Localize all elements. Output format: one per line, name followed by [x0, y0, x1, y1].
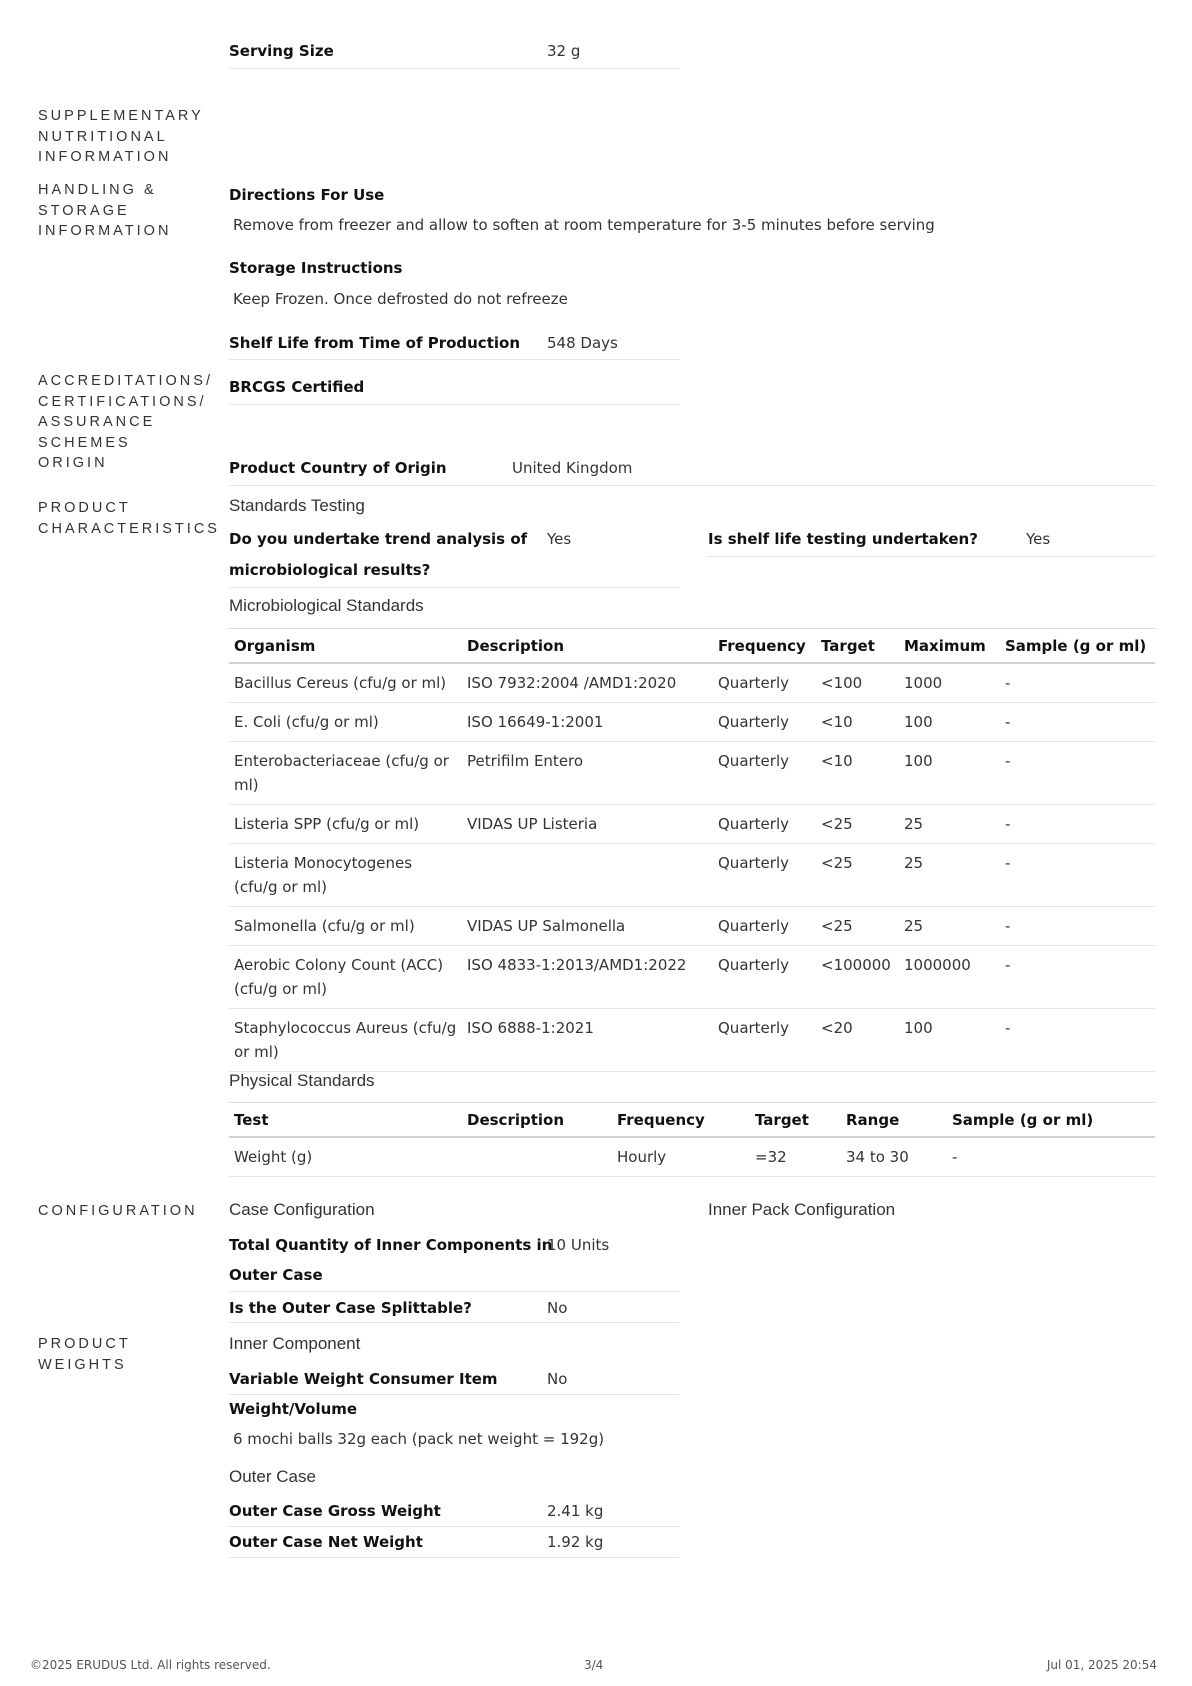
- table-cell: Quarterly: [713, 805, 816, 844]
- shelf-life-value: 548 Days: [547, 334, 618, 352]
- table-cell: E. Coli (cfu/g or ml): [229, 703, 462, 742]
- column-header: Organism: [229, 629, 462, 664]
- divider: [229, 1322, 679, 1323]
- table-cell: 25: [899, 907, 1000, 946]
- serving-size-value: 32 g: [547, 42, 581, 60]
- section-configuration: CONFIGURATION: [38, 1203, 198, 1219]
- table-cell: -: [1000, 742, 1155, 805]
- table-row: [229, 742, 1155, 805]
- table-row: [229, 907, 1155, 946]
- table-cell: ISO 6888-1:2021: [462, 1009, 713, 1072]
- directions-label: Directions For Use: [229, 186, 385, 204]
- table-row: [229, 703, 1155, 742]
- trend-analysis-value: Yes: [547, 530, 572, 548]
- divider: [229, 485, 1155, 486]
- table-cell: ISO 7932:2004 /AMD1:2020: [462, 663, 713, 703]
- table-cell: Quarterly: [713, 663, 816, 703]
- section-handling: HANDLING & STORAGE INFORMATION: [38, 182, 172, 239]
- brcgs-certified: BRCGS Certified: [229, 378, 365, 396]
- divider: [229, 1557, 679, 1558]
- outer-case-net-weight-label: Outer Case Net Weight: [229, 1533, 423, 1551]
- storage-label: Storage Instructions: [229, 259, 403, 277]
- shelf-testing-value: Yes: [1026, 530, 1051, 548]
- table-row: [229, 805, 1155, 844]
- directions-text: Remove from freezer and allow to soften at room temperature for 3-5 minutes before serving: [233, 216, 935, 234]
- table-row: [229, 946, 1155, 1009]
- storage-text: Keep Frozen. Once defrosted do not refreeze: [233, 290, 568, 308]
- table-cell: 100: [899, 703, 1000, 742]
- table-row: [229, 663, 1155, 703]
- table-cell: -: [1000, 663, 1155, 703]
- table-cell: <100: [816, 663, 899, 703]
- microbiological-standards-table: [229, 628, 1155, 1072]
- table-cell: Hourly: [612, 1137, 750, 1177]
- table-cell: Enterobacteriaceae (cfu/g or ml): [229, 742, 462, 805]
- column-header: Target: [816, 629, 899, 664]
- footer-page-number: 3/4: [584, 1658, 604, 1672]
- table-header-row: [229, 1103, 1155, 1138]
- section-product-characteristics: PRODUCT CHARACTERISTICS: [38, 500, 220, 537]
- column-header: Sample (g or ml): [947, 1103, 1155, 1138]
- table-cell: 1000000: [899, 946, 1000, 1009]
- table-cell: 100: [899, 742, 1000, 805]
- divider: [229, 1394, 679, 1395]
- outer-case-title: Outer Case: [229, 1467, 316, 1486]
- table-cell: ISO 16649-1:2001: [462, 703, 713, 742]
- column-header: Maximum: [899, 629, 1000, 664]
- divider: [229, 587, 679, 588]
- table-cell: 34 to 30: [841, 1137, 947, 1177]
- inner-pack-configuration-title: Inner Pack Configuration: [708, 1200, 896, 1219]
- shelf-life-label: Shelf Life from Time of Production: [229, 334, 520, 352]
- outer-case-net-weight-value: 1.92 kg: [547, 1533, 604, 1551]
- inner-component-title: Inner Component: [229, 1334, 361, 1353]
- table-cell: <10: [816, 742, 899, 805]
- table-cell: Quarterly: [713, 907, 816, 946]
- table-cell: VIDAS UP Listeria: [462, 805, 713, 844]
- weight-volume-text: 6 mochi balls 32g each (pack net weight = 192g): [233, 1430, 605, 1448]
- table-cell: <25: [816, 907, 899, 946]
- table-cell: <100000: [816, 946, 899, 1009]
- table-cell: -: [1000, 1009, 1155, 1072]
- table-cell: <25: [816, 844, 899, 907]
- standards-testing-title: Standards Testing: [229, 496, 365, 515]
- table-cell: -: [947, 1137, 1155, 1177]
- weight-volume-label: Weight/Volume: [229, 1400, 358, 1418]
- table-cell: <20: [816, 1009, 899, 1072]
- outer-case-gross-weight-label: Outer Case Gross Weight: [229, 1502, 441, 1520]
- table-cell: 1000: [899, 663, 1000, 703]
- table-cell: -: [1000, 703, 1155, 742]
- table-cell: Quarterly: [713, 844, 816, 907]
- column-header: Description: [462, 1103, 612, 1138]
- divider: [229, 1526, 679, 1527]
- country-of-origin-value: United Kingdom: [512, 459, 633, 477]
- table-cell: [462, 1137, 612, 1177]
- table-cell: Aerobic Colony Count (ACC) (cfu/g or ml): [229, 946, 462, 1009]
- table-cell: -: [1000, 805, 1155, 844]
- physical-standards-title: Physical Standards: [229, 1071, 375, 1090]
- table-cell: ISO 4833-1:2013/AMD1:2022: [462, 946, 713, 1009]
- table-cell: <25: [816, 805, 899, 844]
- shelf-testing-label: Is shelf life testing undertaken?: [708, 530, 978, 548]
- country-of-origin-label: Product Country of Origin: [229, 459, 447, 477]
- outer-case-splittable-value: No: [547, 1299, 568, 1317]
- table-header-row: [229, 629, 1155, 664]
- physical-standards-table: [229, 1102, 1155, 1177]
- column-header: Sample (g or ml): [1000, 629, 1155, 664]
- column-header: Test: [229, 1103, 462, 1138]
- table-row: [229, 1137, 1155, 1177]
- table-cell: Quarterly: [713, 1009, 816, 1072]
- table-cell: Staphylococcus Aureus (cfu/g or ml): [229, 1009, 462, 1072]
- footer-date: Jul 01, 2025 20:54: [1046, 1658, 1157, 1672]
- table-cell: Weight (g): [229, 1137, 462, 1177]
- divider: [229, 404, 679, 405]
- column-header: Description: [462, 629, 713, 664]
- table-row: [229, 844, 1155, 907]
- variable-weight-label: Variable Weight Consumer Item: [229, 1370, 498, 1388]
- divider: [708, 556, 1155, 557]
- table-cell: Salmonella (cfu/g or ml): [229, 907, 462, 946]
- total-quantity-label-1: Total Quantity of Inner Components in: [229, 1236, 553, 1254]
- trend-analysis-label-1: Do you undertake trend analysis of: [229, 530, 528, 548]
- case-configuration-title: Case Configuration: [229, 1200, 375, 1219]
- total-quantity-label-2: Outer Case: [229, 1266, 323, 1284]
- table-cell: -: [1000, 946, 1155, 1009]
- table-cell: =32: [750, 1137, 841, 1177]
- table-cell: <10: [816, 703, 899, 742]
- table-cell: Quarterly: [713, 742, 816, 805]
- table-cell: -: [1000, 844, 1155, 907]
- outer-case-gross-weight-value: 2.41 kg: [547, 1502, 604, 1520]
- column-header: Frequency: [713, 629, 816, 664]
- section-accreditations: ACCREDITATIONS/ CERTIFICATIONS/ ASSURANCE SCHEMES: [38, 373, 213, 451]
- table-cell: 100: [899, 1009, 1000, 1072]
- table-cell: Quarterly: [713, 703, 816, 742]
- serving-size-label: Serving Size: [229, 42, 334, 60]
- table-row: [229, 1009, 1155, 1072]
- divider: [229, 68, 679, 69]
- table-cell: Listeria Monocytogenes (cfu/g or ml): [229, 844, 462, 907]
- column-header: Target: [750, 1103, 841, 1138]
- table-cell: [462, 844, 713, 907]
- trend-analysis-label-2: microbiological results?: [229, 561, 431, 579]
- microbiological-standards-title: Microbiological Standards: [229, 596, 424, 615]
- table-cell: 25: [899, 805, 1000, 844]
- section-supplementary: SUPPLEMENTARY NUTRITIONAL INFORMATION: [38, 108, 204, 165]
- variable-weight-value: No: [547, 1370, 568, 1388]
- section-product-weights: PRODUCT WEIGHTS: [38, 1336, 131, 1373]
- table-cell: Quarterly: [713, 946, 816, 1009]
- divider: [229, 1291, 679, 1292]
- table-cell: Listeria SPP (cfu/g or ml): [229, 805, 462, 844]
- outer-case-splittable-label: Is the Outer Case Splittable?: [229, 1299, 472, 1317]
- table-cell: -: [1000, 907, 1155, 946]
- footer-copyright: ©2025 ERUDUS Ltd. All rights reserved.: [30, 1658, 271, 1672]
- table-cell: Petrifilm Entero: [462, 742, 713, 805]
- section-origin: ORIGIN: [38, 455, 108, 471]
- divider: [229, 359, 679, 360]
- total-quantity-value: 10 Units: [547, 1236, 610, 1254]
- table-cell: 25: [899, 844, 1000, 907]
- column-header: Frequency: [612, 1103, 750, 1138]
- column-header: Range: [841, 1103, 947, 1138]
- table-cell: VIDAS UP Salmonella: [462, 907, 713, 946]
- table-cell: Bacillus Cereus (cfu/g or ml): [229, 663, 462, 703]
